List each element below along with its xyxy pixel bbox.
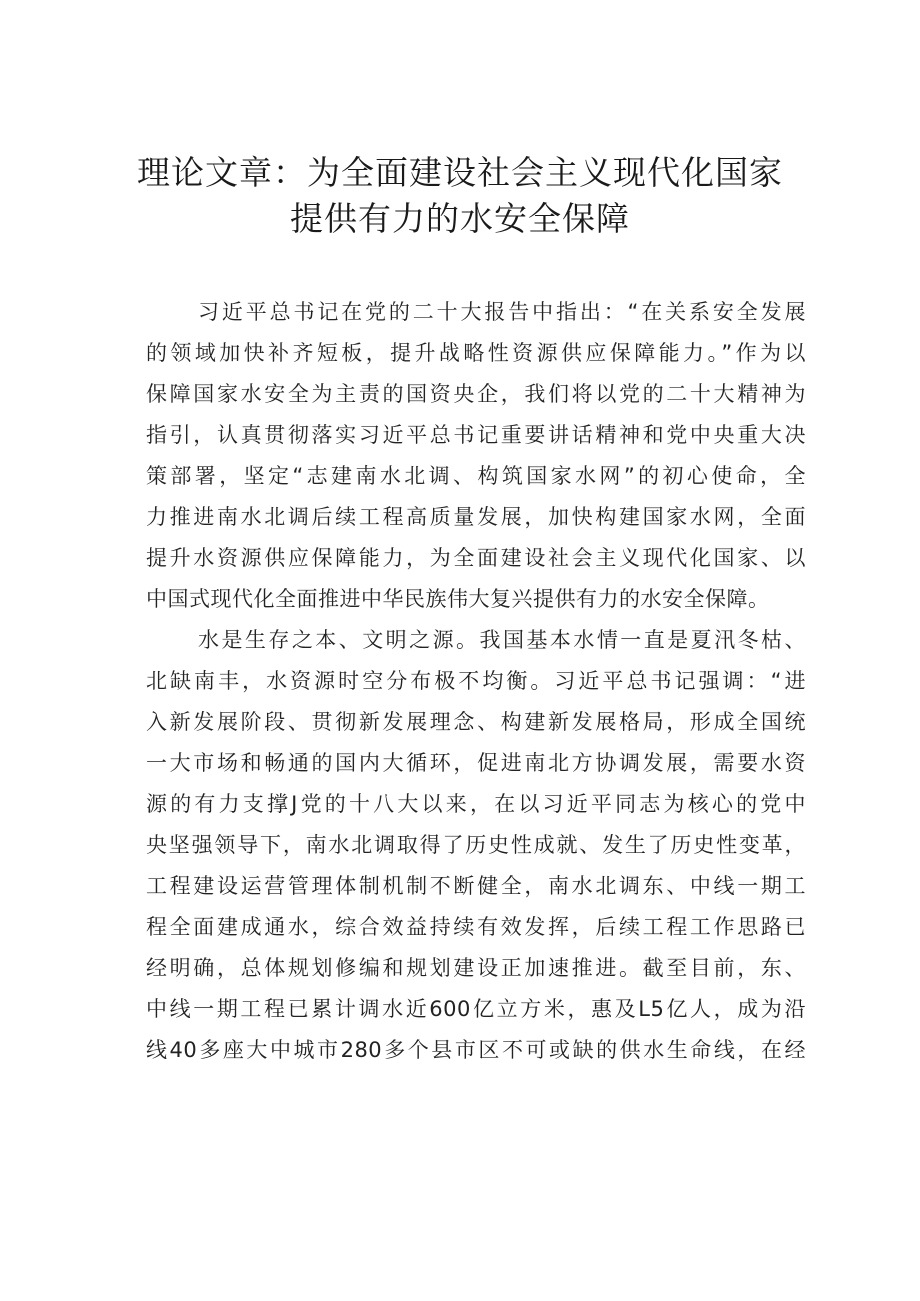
text-line: 力推进南水北调后续工程高质量发展，加快构建国家水网，全面: [146, 505, 806, 529]
title-line-1: 理论文章：为全面建设社会主义现代化国家: [137, 153, 783, 192]
text-line: 北缺南丰，水资源时空分布极不均衡。习近平总书记强调：“进: [146, 669, 806, 693]
text-line: 的领域加快补齐短板，提升战略性资源供应保障能力。”作为以: [146, 341, 806, 365]
text-line: 中国式现代化全面推进中华民族伟大复兴提供有力的水安全保障。: [146, 587, 770, 611]
text-line: 保障国家水安全为主责的国资央企，我们将以党的二十大精神为: [146, 382, 806, 406]
paragraph-2: [146, 620, 806, 1071]
text-line: 入新发展阶段、贯彻新发展理念、构建新发展格局，形成全国统: [146, 710, 806, 734]
text-line: 指引，认真贯彻落实习近平总书记重要讲话精神和党中央重大决: [146, 423, 806, 447]
text-line: 水是生存之本、文明之源。我国基本水情一直是夏汛冬枯、: [198, 628, 806, 652]
text-line: 央坚强领导下，南水北调取得了历史性成就、发生了历史性变革，: [146, 833, 806, 857]
text-line: 中线一期工程已累计调水近600亿立方米，惠及L5亿人，成为沿: [146, 997, 806, 1021]
text-line: 提升水资源供应保障能力，为全面建设社会主义现代化国家、以: [146, 546, 806, 570]
article-title: [100, 150, 820, 242]
text-line: 策部署，坚定“志建南水北调、构筑国家水网”的初心使命，全: [146, 464, 806, 488]
text-line: 程全面建成通水，综合效益持续有效发挥，后续工程工作思路已: [146, 915, 806, 939]
text-line: 源的有力支撑J党的十八大以来，在以习近平同志为核心的党中: [146, 792, 806, 816]
article-body: [146, 292, 806, 1071]
text-line: 工程建设运营管理体制机制不断健全，南水北调东、中线一期工: [146, 874, 806, 898]
paragraph-1: [146, 292, 806, 620]
text-line: 一大市场和畅通的国内大循环，促进南北方协调发展，需要水资: [146, 751, 806, 775]
text-line: 线40多座大中城市280多个县市区不可或缺的供水生命线，在经: [146, 1038, 806, 1062]
text-line: 习近平总书记在党的二十大报告中指出：“在关系安全发展: [198, 300, 806, 324]
text-line: 经明确，总体规划修编和规划建设正加速推进。截至目前，东、: [146, 956, 806, 980]
title-line-2: 提供有力的水安全保障: [290, 199, 630, 238]
